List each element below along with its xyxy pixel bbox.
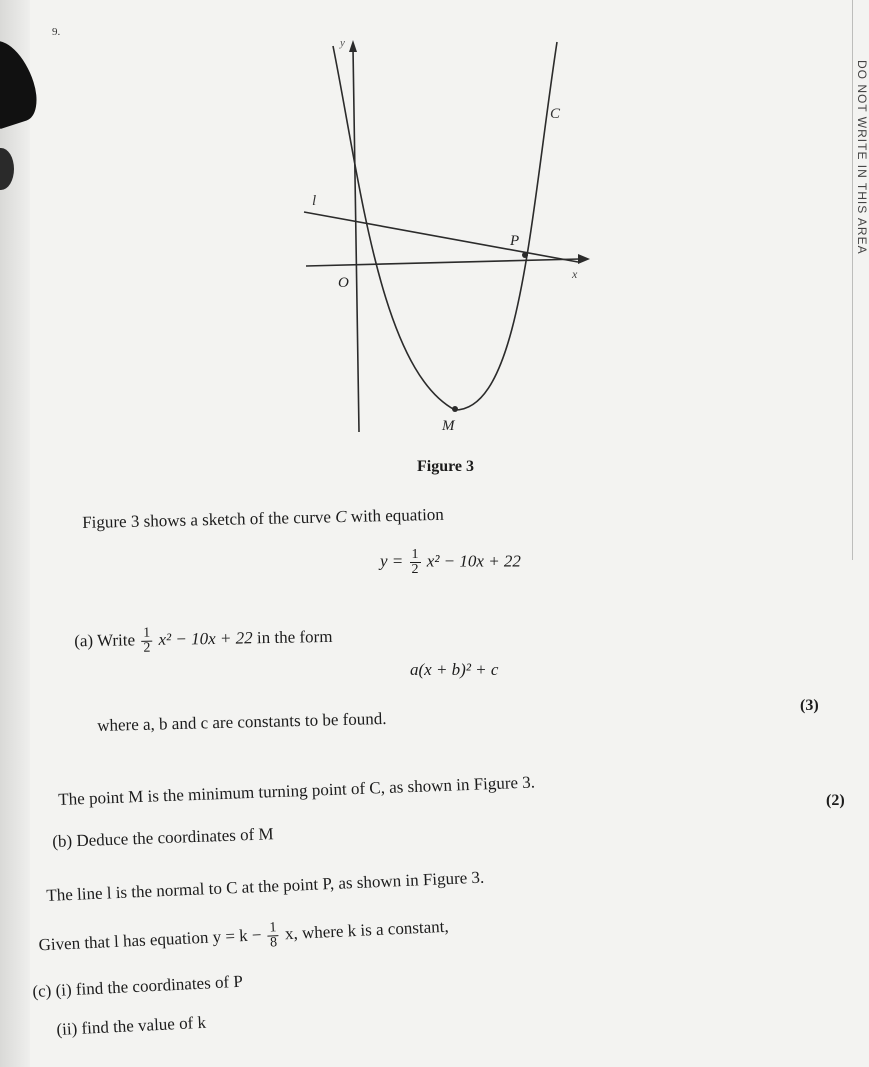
eq-frac-den: 2	[411, 562, 419, 577]
given-before: Given that l has equation y = k −	[38, 925, 267, 955]
part-a-expression: x² − 10x + 22	[158, 628, 253, 649]
eq-fraction	[410, 548, 421, 577]
x-axis-label: x	[572, 267, 578, 281]
part-a-where: where a, b and c are constants to be found.	[97, 708, 387, 735]
normal-line-l	[304, 212, 578, 262]
given-frac-den: 8	[269, 935, 278, 951]
point-m-label: M	[442, 418, 455, 434]
part-a-frac-den: 2	[143, 640, 151, 656]
part-a-label: (a) Write	[74, 630, 140, 651]
question-number: 9.	[52, 26, 61, 38]
x-axis-arrow-icon	[578, 254, 590, 264]
y-axis	[353, 48, 359, 432]
intro-after: with equation	[346, 504, 445, 526]
part-a-suffix: in the form	[252, 626, 333, 648]
point-m-dot	[452, 406, 458, 412]
normal-statement: The line l is the normal to C at the point P, as shown in Figure 3.	[46, 867, 485, 905]
given-after: x, where k is a constant,	[284, 916, 450, 944]
part-a-frac-num: 1	[141, 627, 152, 642]
side-warning: DO NOT WRITE IN THIS AREA	[855, 60, 869, 255]
y-axis-arrow-icon	[349, 40, 357, 52]
part-a-marks: (3)	[800, 697, 819, 714]
figure-caption: Figure 3	[417, 458, 475, 475]
given-fraction	[267, 921, 279, 950]
point-p-dot	[522, 252, 528, 258]
intro-text	[82, 505, 444, 533]
part-a-fraction	[141, 627, 153, 656]
figure-3-sketch	[0, 0, 869, 480]
part-c-ii-prompt: (ii) find the value of k	[56, 1012, 207, 1039]
eq-frac-num: 1	[411, 547, 419, 562]
part-a-prompt	[74, 623, 333, 657]
given-equation	[38, 913, 449, 961]
part-c-i-prompt: (c) (i) find the coordinates of P	[32, 971, 244, 1001]
curve-c	[333, 42, 557, 410]
part-b-marks: (2)	[826, 792, 845, 809]
intro-curve-name: C	[334, 507, 347, 527]
eq-rhs: x² − 10x + 22	[426, 551, 521, 571]
line-label: l	[312, 193, 317, 209]
x-axis	[306, 259, 580, 266]
m-statement: The point M is the minimum turning point of C, as shown in Figure 3.	[58, 772, 536, 809]
curve-label: C	[550, 106, 561, 122]
y-axis-label: y	[340, 37, 345, 49]
origin-label: O	[338, 275, 349, 291]
intro-before: Figure 3 shows a sketch of the curve	[82, 507, 336, 532]
part-a-form: a(x + b)² + c	[410, 660, 499, 679]
given-frac-num: 1	[267, 921, 279, 936]
eq-lhs: y =	[380, 551, 408, 571]
part-b-prompt: (b) Deduce the coordinates of M	[52, 824, 274, 851]
point-p-label: P	[510, 233, 520, 249]
main-equation	[380, 548, 521, 577]
